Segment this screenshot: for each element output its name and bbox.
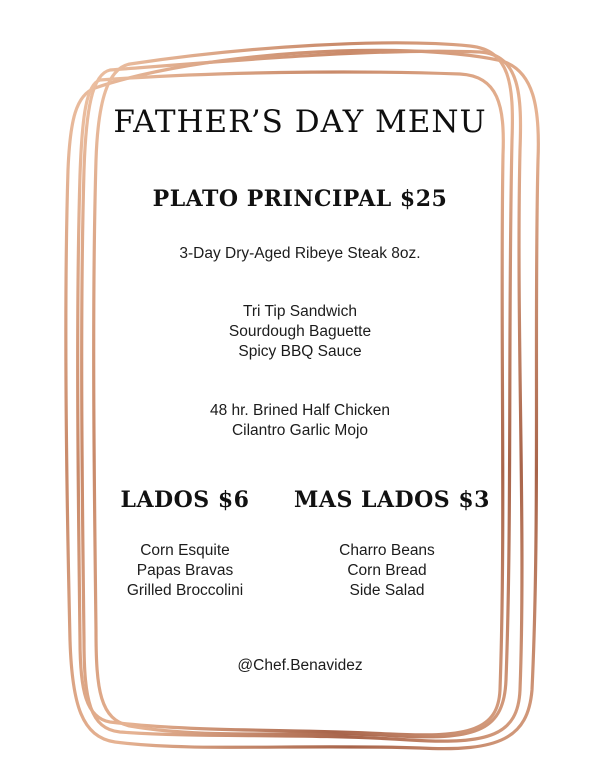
list-item: Side Salad: [349, 582, 425, 599]
sides-list: [95, 541, 275, 601]
menu-item-steak: [0, 244, 600, 264]
sides-heading: LADOS $6: [120, 487, 250, 513]
menu-item-line: Tri Tip Sandwich: [243, 303, 357, 320]
menu-title: FATHER’S DAY MENU: [113, 104, 487, 140]
menu-item-line: Cilantro Garlic Mojo: [231, 422, 369, 439]
menu-item-line: 3-Day Dry-Aged Ribeye Steak 8oz.: [179, 245, 421, 262]
menu-item-sandwich: [0, 302, 600, 362]
menu-item-line: Spicy BBQ Sauce: [238, 343, 362, 360]
list-item: Charro Beans: [339, 542, 435, 559]
main-course-heading: PLATO PRINCIPAL $25: [152, 186, 448, 212]
more-sides-list: [297, 541, 477, 601]
list-item: Papas Bravas: [136, 562, 234, 579]
social-handle: @Chef.Benavidez: [237, 657, 363, 674]
menu-item-line: 48 hr. Brined Half Chicken: [209, 402, 391, 419]
menu-item-chicken: [0, 401, 600, 441]
list-item: Grilled Broccolini: [126, 582, 244, 599]
list-item: Corn Esquite: [140, 542, 230, 559]
list-item: Corn Bread: [347, 562, 427, 579]
more-sides-heading: MAS LADOS $3: [294, 487, 490, 513]
menu-item-line: Sourdough Baguette: [228, 323, 372, 340]
